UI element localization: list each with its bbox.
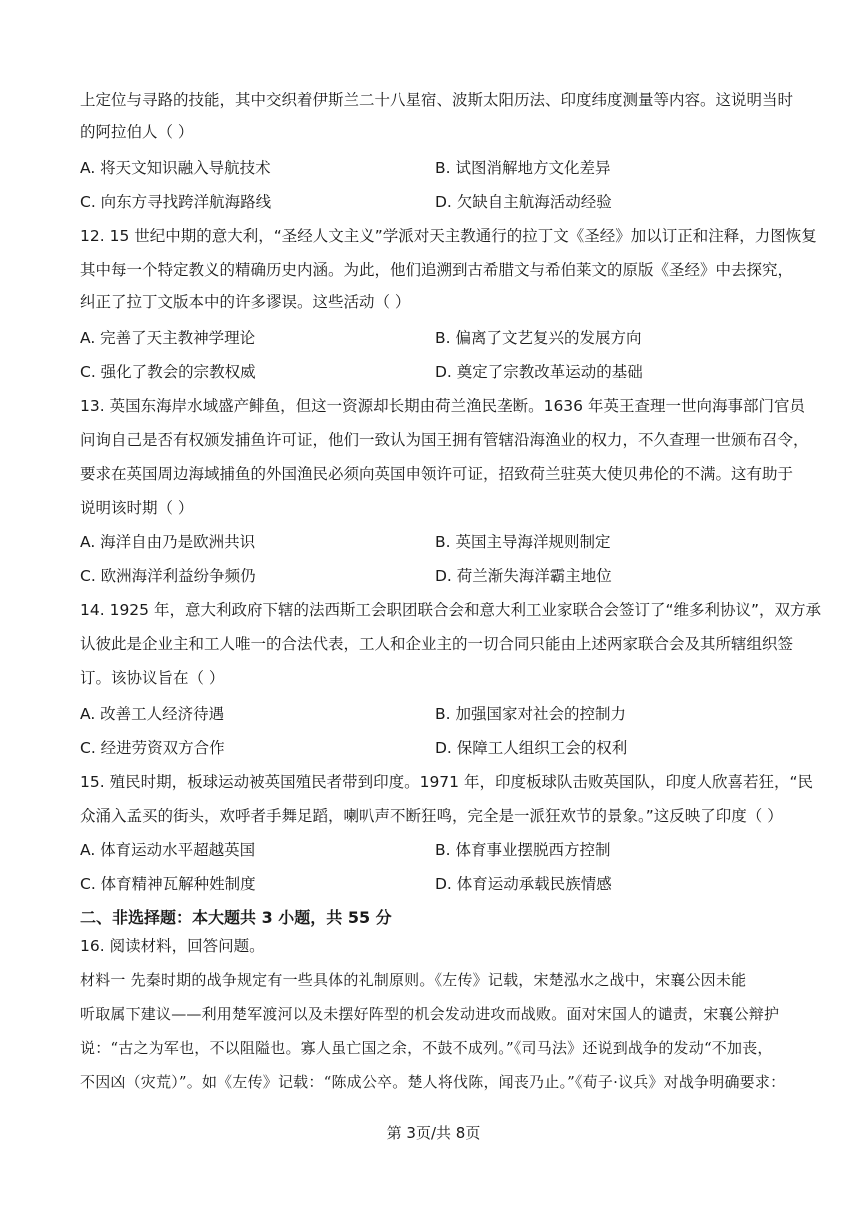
q13-option-a: A. 海洋自由乃是欧洲共识 xyxy=(80,533,256,551)
q14-line-1: 14. 1925 年，意大利政府下辖的法西斯工会职团联合会和意大利工业家联合会签订了“维多利协议”，双方承 xyxy=(80,601,822,619)
q12-line-2: 其中每一个特定教义的精确历史内涵。为此，他们追溯到古希腊文与希伯莱文的原版《圣经》中去探究， xyxy=(80,261,794,279)
section-heading: 二、非选择题：本大题共 3 小题，共 55 分 xyxy=(80,908,392,927)
q12-line-1: 12. 15 世纪中期的意大利，“圣经人文主义”学派对天主教通行的拉丁文《圣经》加以订正和注释，力图恢复 xyxy=(80,227,817,245)
q15-line-1: 15. 殖民时期，板球运动被英国殖民者带到印度。1971 年，印度板球队击败英国队，印度人欣喜若狂，“民 xyxy=(80,773,813,791)
q12-option-d: D. 奠定了宗教改革运动的基础 xyxy=(435,363,643,381)
q11-option-c: C. 向东方寻找跨洋航海路线 xyxy=(80,193,272,211)
q12-line-3: 纠正了拉丁文版本中的许多谬误。这些活动（ ） xyxy=(80,293,411,311)
q15-option-a: A. 体育运动水平超越英国 xyxy=(80,841,256,859)
q15-line-2: 众涌入孟买的街头，欢呼者手舞足蹈，喇叭声不断狂鸣，完全是一派狂欢节的景象。”这反映了印度（ ） xyxy=(80,807,783,825)
q11-option-b: B. 试图消解地方文化差异 xyxy=(435,159,611,177)
q14-option-b: B. 加强国家对社会的控制力 xyxy=(435,705,626,723)
q11-option-a: A. 将天文知识融入导航技术 xyxy=(80,159,271,177)
material-line-2: 听取属下建议——利用楚军渡河以及未摆好阵型的机会发动进攻而战败。面对宋国人的谴责，宋襄公辩护 xyxy=(80,1005,780,1023)
q13-option-b: B. 英国主导海洋规则制定 xyxy=(435,533,611,551)
q13-line-3: 要求在英国周边海域捕鱼的外国渔民必须向英国申领许可证，招致荷兰驻英大使贝弗伦的不满。这有助于 xyxy=(80,465,794,483)
q13-line-2: 问询自己是否有权颁发捕鱼许可证，他们一致认为国王拥有管辖沿海渔业的权力，不久查理一世颁布召令， xyxy=(80,431,809,449)
q14-option-c: C. 经进劳资双方合作 xyxy=(80,739,225,757)
material-line-1: 材料一 先秦时期的战争规定有一些具体的礼制原则。《左传》记载，宋楚泓水之战中，宋襄公因未能 xyxy=(80,971,747,989)
q12-option-c: C. 强化了教会的宗教权威 xyxy=(80,363,256,381)
q14-option-d: D. 保障工人组织工会的权利 xyxy=(435,739,628,757)
q11-line-1: 上定位与寻路的技能，其中交织着伊斯兰二十八星宿、波斯太阳历法、印度纬度测量等内容。这说明当时 xyxy=(80,91,794,109)
q15-option-b: B. 体育事业摆脱西方控制 xyxy=(435,841,611,859)
q12-option-b: B. 偏离了文艺复兴的发展方向 xyxy=(435,329,642,347)
q15-option-c: C. 体育精神瓦解种姓制度 xyxy=(80,875,256,893)
q12-option-a: A. 完善了天主教神学理论 xyxy=(80,329,256,347)
q15-option-d: D. 体育运动承载民族情感 xyxy=(435,875,612,893)
q13-option-d: D. 荷兰渐失海洋霸主地位 xyxy=(435,567,612,585)
q13-line-1: 13. 英国东海岸水域盛产鲱鱼，但这一资源却长期由荷兰渔民垄断。1636 年英王查理一世向海事部门官员 xyxy=(80,397,805,415)
q14-line-2: 认彼此是企业主和工人唯一的合法代表，工人和企业主的一切合同只能由上述两家联合会及其所辖组织签 xyxy=(80,635,794,653)
q13-option-c: C. 欧洲海洋利益纷争频仍 xyxy=(80,567,256,585)
material-line-3: 说：“古之为军也，不以阻隘也。寡人虽亡国之余，不鼓不成列。”《司马法》还说到战争的发动“不加丧， xyxy=(80,1039,773,1057)
q14-line-3: 订。该协议旨在（ ） xyxy=(80,669,225,687)
q16-prompt: 16. 阅读材料，回答问题。 xyxy=(80,937,265,955)
q13-line-4: 说明该时期（ ） xyxy=(80,499,194,517)
q11-line-2: 的阿拉伯人（ ） xyxy=(80,123,194,141)
q11-option-d: D. 欠缺自主航海活动经验 xyxy=(435,193,612,211)
material-line-4: 不因凶（灾荒）”。如《左传》记载：“陈成公卒。楚人将伐陈，闻丧乃止。”《荀子·议兵》对战争明确要求： xyxy=(80,1073,786,1091)
q14-option-a: A. 改善工人经济待遇 xyxy=(80,705,225,723)
page-footer: 第 3页/共 8页 xyxy=(386,1124,481,1142)
